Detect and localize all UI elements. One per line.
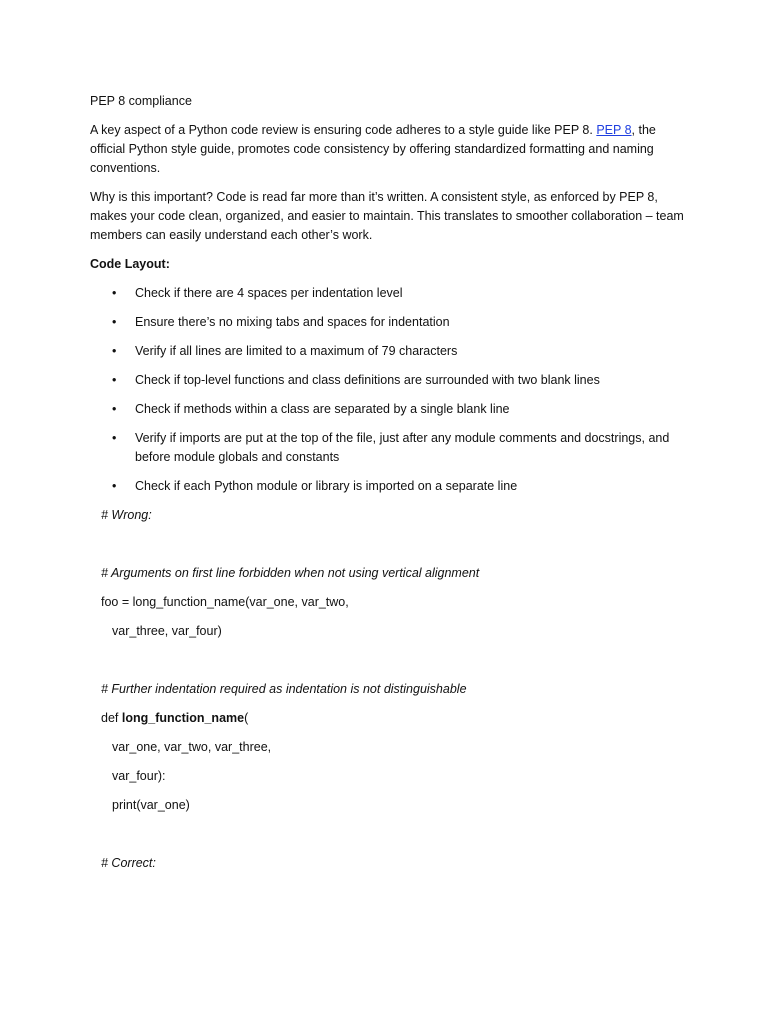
open-paren: ( <box>244 711 249 725</box>
bullet-icon: • <box>112 344 117 358</box>
list-item-text: Verify if all lines are limited to a maximum of 79 characters <box>135 344 458 358</box>
intro-paragraph <box>90 121 690 178</box>
code-line-foo-continuation: var_three, var_four) <box>112 624 222 638</box>
bullet-icon: • <box>112 479 117 493</box>
list-item <box>90 284 690 303</box>
list-item-text: Check if methods within a class are separated by a single blank line <box>135 402 510 416</box>
code-line-args-1: var_one, var_two, var_three, <box>112 740 272 754</box>
document-page <box>90 92 690 883</box>
code-layout-list <box>90 284 690 496</box>
bullet-icon: • <box>112 431 117 445</box>
blank-line <box>101 825 690 844</box>
section-title: PEP 8 compliance <box>90 94 192 108</box>
bullet-icon: • <box>112 286 117 300</box>
list-item-text: Check if there are 4 spaces per indentation level <box>135 286 403 300</box>
bullet-icon: • <box>112 402 117 416</box>
list-item-text: Ensure there’s no mixing tabs and spaces for indentation <box>135 315 450 329</box>
list-item <box>90 313 690 332</box>
list-item <box>90 400 690 419</box>
list-item <box>90 429 690 467</box>
code-layout-heading: Code Layout: <box>90 257 170 271</box>
code-line-foo: foo = long_function_name(var_one, var_two, <box>101 595 349 609</box>
code-line-args-2: var_four): <box>112 769 166 783</box>
code-comment-correct: # Correct: <box>101 856 156 870</box>
list-item-text: Check if each Python module or library is imported on a separate line <box>135 479 518 493</box>
function-name: long_function_name <box>121 711 245 725</box>
list-item-text: Verify if imports are put at the top of the file, just after any module comments and docstrings, and before module globals and constants <box>135 431 670 464</box>
intro-text-before: A key aspect of a Python code review is ensuring code adheres to a style guide like PEP 8. <box>90 123 597 137</box>
code-comment-further-indentation: # Further indentation required as indentation is not distinguishable <box>101 682 467 696</box>
code-comment-arguments: # Arguments on first line forbidden when not using vertical alignment <box>101 566 480 580</box>
code-example <box>90 506 690 873</box>
blank-line <box>101 651 690 670</box>
list-item <box>90 477 690 496</box>
list-item-text: Check if top-level functions and class definitions are surrounded with two blank lines <box>135 373 600 387</box>
list-item <box>90 371 690 390</box>
why-paragraph: Why is this important? Code is read far more than it’s written. A consistent style, as enforced by PEP 8, makes your code clean, organized, and easier to maintain. This translates to smoother collaboration – team members can easily understand each other’s work. <box>90 190 684 242</box>
intro-text-after: , the official Python style guide, promotes code consistency by offering standardized formatting and naming conventions. <box>90 123 656 175</box>
def-keyword: def <box>101 711 122 725</box>
blank-line <box>101 535 690 554</box>
list-item <box>90 342 690 361</box>
code-comment-wrong: # Wrong: <box>101 508 152 522</box>
bullet-icon: • <box>112 373 117 387</box>
code-line-def <box>101 709 690 728</box>
pep8-link[interactable]: PEP 8 <box>596 123 632 137</box>
bullet-icon: • <box>112 315 117 329</box>
code-line-print: print(var_one) <box>112 798 190 812</box>
